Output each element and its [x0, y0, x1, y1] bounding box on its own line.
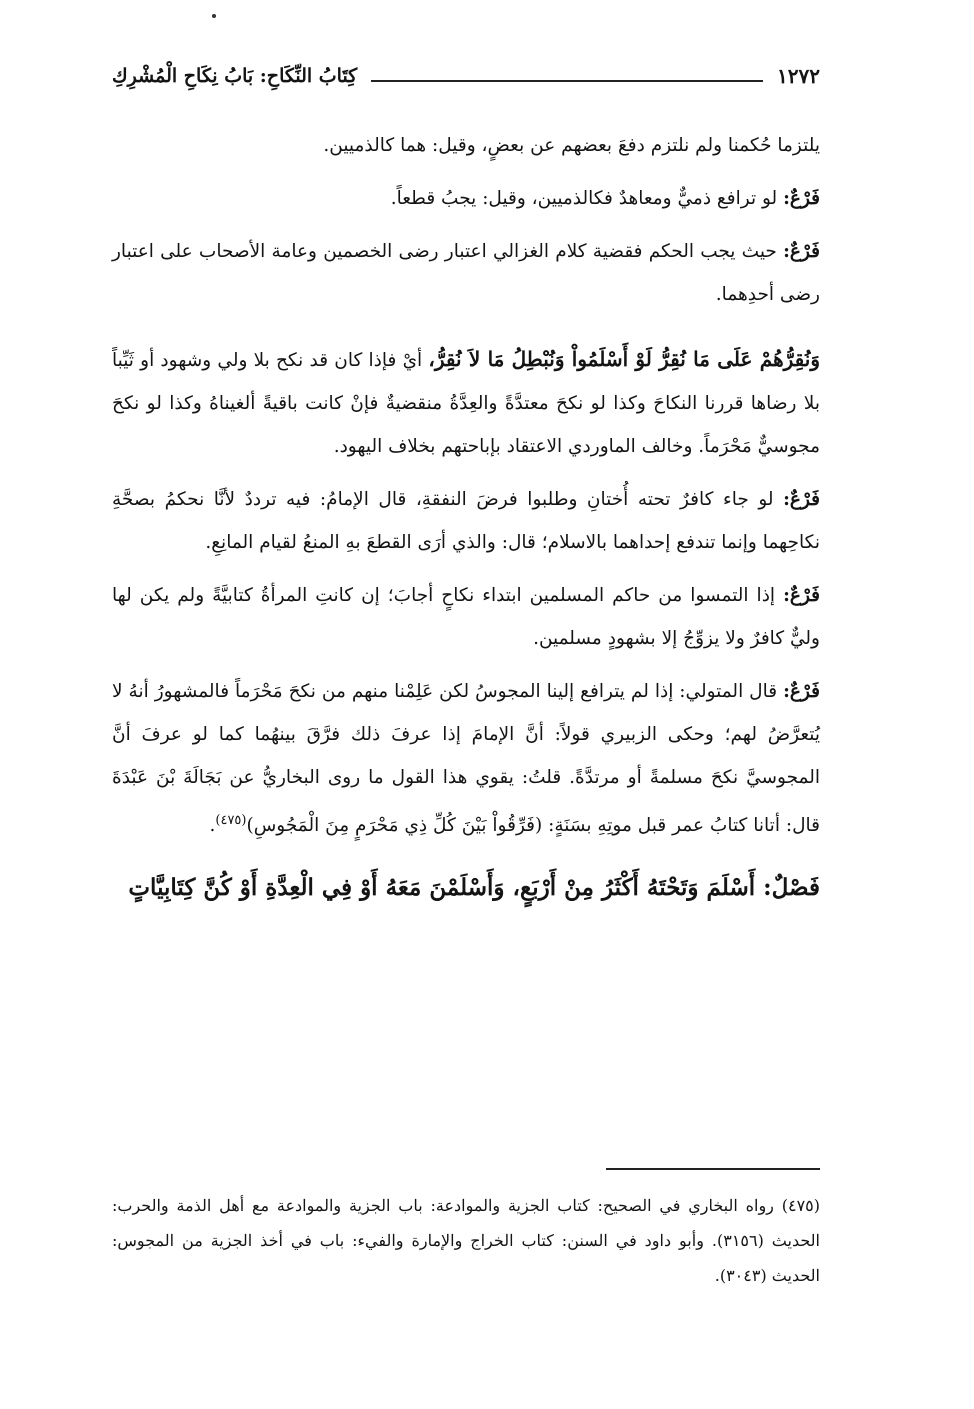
- fasl-heading: فَصْلٌ: أَسْلَمَ وَتَحْتَهُ أَكْثَرُ مِنْ أَرْبَعٍ، وَأَسْلَمْنَ مَعَهُ أَوْ فِي الْعِدَّةِ أَوْ كُنَّ كِتَابِيَّاتٍ: [128, 874, 820, 902]
- matn-text: وَنُقِرُّهُمْ عَلَى مَا نُقِرُّ لَوْ أَسْلَمُواْ وَنُبْطِلُ مَا لاَ نُقِرُّ،: [428, 347, 820, 371]
- paragraph-text: لو جاء كافرٌ تحته أُختانِ وطلبوا فرضَ النفقةِ، قال الإمامُ: فيه ترددٌ لأنَّا نحكمُ بصحَّةِ نكاحِهما وإنما تندفع إحداهما بالاسلام؛ قال: والذي أرَى القطعَ بهِ المنعُ لقيام المانِعِ.: [112, 489, 820, 553]
- paragraph-5: [112, 478, 820, 564]
- paragraph-2: [112, 177, 820, 220]
- footnote-ref[interactable]: (٤٧٥): [215, 813, 247, 828]
- far-heading: فَرْعٌ:: [783, 585, 820, 606]
- paragraph-text: إذا التمسوا من حاكم المسلمين ابتداء نكاحٍ أجابَ؛ إن كانتِ المرأةُ كتابيَّةً ولم يكن لها وليٌّ كافرٌ ولا يزوِّجُ إلا بشهودٍ مسلمين.: [112, 585, 820, 649]
- footnote-rule: [606, 1168, 820, 1170]
- far-heading: فَرْعٌ:: [783, 489, 820, 510]
- paragraph-text: لو ترافع ذميٌّ ومعاهدٌ فكالذميين، وقيل: يجبُ قطعاً.: [390, 188, 784, 209]
- page-number: ١٢٧٢: [777, 64, 820, 88]
- far-heading: فَرْعٌ:: [783, 188, 820, 209]
- main-text: [112, 124, 820, 934]
- paragraph-end: .: [209, 815, 216, 837]
- header-rule: [371, 80, 763, 82]
- far-heading: فَرْعٌ:: [783, 681, 820, 702]
- footnote: (٤٧٥) رواه البخاري في الصحيح: كتاب الجزية والموادعة: باب الجزية والموادعة مع أهل الذمة والحرب: الحديث (٣١٥٦). وأبو داود في السنن: كتاب الخراج والإمارة والفيء: باب في أخذ الجزية من المجوس: الحديث (٣٠٤٣).: [112, 1196, 820, 1285]
- paragraph-3: [112, 230, 820, 316]
- paragraph-text: أيْ فإذا كان قد نكح بلا ولي وشهود أو ثَيِّباً بلا رضاها قررنا النكاحَ وكذا لو نكحَ معتدَّةً والعِدَّةُ منقضيةٌ فإنْ كانت باقيةً ألغيناهُ وكذا لو نكحَ مجوسيٌّ مَحْرَماً. وخالف الماوردي الاعتقاد بإباحتهم بخلاف اليهود.: [112, 350, 820, 457]
- paragraph-1: [112, 124, 820, 167]
- paragraph-text: قال المتولي: إذا لم يترافع إلينا المجوسُ لكن عَلِمْنا منهم من نكحَ مَحْرَماً فالمشهورُ أنهُ لا يُتعرَّضُ لهم؛ وحكى الزبيري قولاً: أنَّ الإمامَ إذا عرفَ ذلك فرَّقَ بينهُما كما لو عرفَ أنَّ المجوسيَّ نكحَ مسلمةً أو مرتدَّةً. قلتُ: يقوي هذا القول ما روى البخاريُّ عن بَجَالَةَ بْنَ عَبْدَةَ قال: أتانا كتابُ عمر قبل موتِهِ بسَنَةٍ: (فَرِّقُواْ بَيْنَ كُلِّ ذِي مَحْرَمٍ مِنَ الْمَجُوسِ): [112, 681, 820, 837]
- paragraph-4: [112, 338, 820, 468]
- paragraph-7: [112, 670, 820, 847]
- paragraph-text: يلتزما حُكمنا ولم نلتزم دفعَ بعضهم عن بعضٍ، وقيل: هما كالذميين.: [323, 135, 820, 156]
- running-header: [112, 58, 820, 94]
- paragraph-text: حيث يجب الحكم فقضية كلام الغزالي اعتبار رضى الخصمين وعامة الأصحاب على اعتبار رضى أحدِهما.: [112, 241, 820, 305]
- far-heading: فَرْعٌ:: [783, 241, 820, 262]
- book-page: [112, 0, 820, 1409]
- paragraph-6: [112, 574, 820, 660]
- chapter-title: كِتَابُ النِّكَاحِ: بَابُ نِكَاحِ الْمُشْرِكِ: [112, 65, 358, 87]
